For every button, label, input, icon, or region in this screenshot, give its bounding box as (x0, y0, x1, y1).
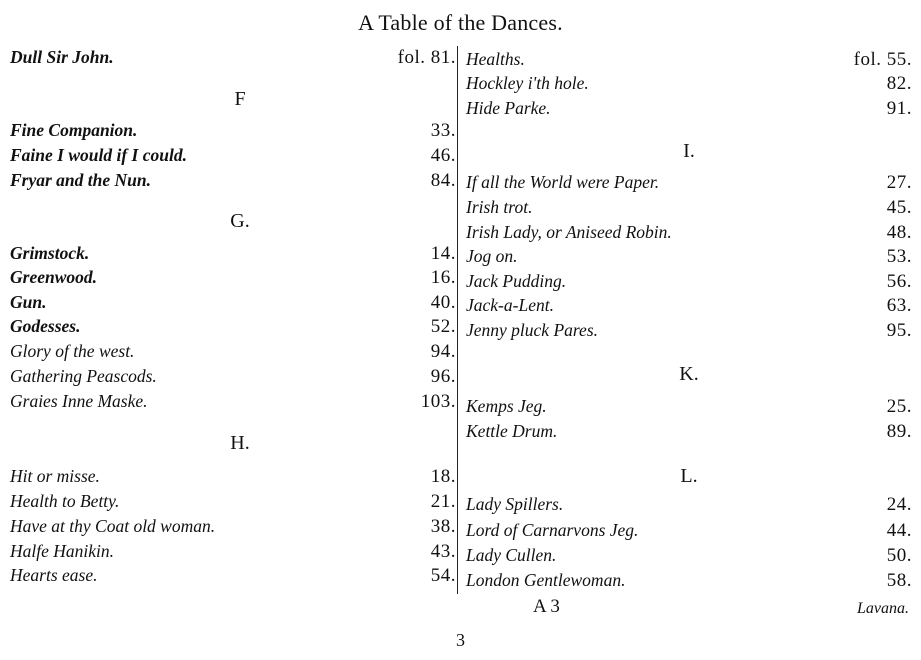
table-entry (10, 145, 456, 167)
folio-number: 52. (430, 316, 456, 337)
folio-number: 91. (886, 98, 912, 119)
table-entry (466, 246, 912, 268)
signature-mark: A 3 (533, 596, 560, 617)
table-entry (10, 120, 456, 142)
dance-name: Healths. (466, 49, 525, 69)
folio-number: 14. (430, 243, 456, 264)
table-entry (466, 545, 912, 567)
dance-name: Halfe Hanikin. (10, 541, 115, 561)
table-entry (10, 391, 456, 413)
folio-number: 38. (430, 516, 456, 537)
folio-number: 50. (886, 545, 912, 566)
dance-name: Fine Companion. (10, 120, 138, 140)
dance-name: Jog on. (466, 246, 518, 266)
dance-name: Have at thy Coat old woman. (10, 516, 216, 536)
dance-name: Jenny pluck Pares. (466, 320, 599, 340)
dance-name: Kettle Drum. (466, 421, 558, 441)
dance-name: Jack-a-Lent. (466, 295, 554, 315)
table-entry (466, 295, 912, 317)
folio-number: 25. (886, 396, 912, 417)
folio-number: 63. (886, 295, 912, 316)
folio-number: 53. (886, 246, 912, 267)
section-heading-g: G. (230, 210, 250, 232)
table-entry (466, 396, 912, 418)
dance-name: Hearts ease. (10, 565, 98, 585)
table-entry (10, 491, 456, 513)
dance-name: Lady Cullen. (466, 545, 557, 565)
table-entry (10, 292, 456, 314)
table-entry (10, 565, 456, 587)
folio-number: 95. (886, 320, 912, 341)
dance-name: Lord of Carnarvons Jeg. (466, 520, 639, 540)
folio-number: 96. (430, 366, 456, 387)
dance-name: Faine I would if I could. (10, 145, 187, 165)
table-entry (10, 170, 456, 192)
table-entry (466, 494, 912, 516)
dance-name: Jack Pudding. (466, 271, 567, 291)
dance-name: Glory of the west. (10, 341, 135, 361)
dance-name: Dull Sir John. (10, 47, 114, 67)
table-entry (10, 541, 456, 563)
table-entry (10, 316, 456, 338)
table-entry (10, 366, 456, 388)
dance-name: Hockley i'th hole. (466, 73, 589, 93)
table-entry (10, 267, 456, 289)
table-entry (466, 49, 912, 71)
section-heading-l: L. (680, 465, 698, 487)
folio-number: 40. (430, 292, 456, 313)
folio-number: 44. (886, 520, 912, 541)
folio-number: 21. (430, 491, 456, 512)
folio-number: 48. (886, 222, 912, 243)
dance-name: Godesses. (10, 316, 81, 336)
dance-name: Lady Spillers. (466, 494, 564, 514)
dance-name: Gathering Peascods. (10, 366, 157, 386)
table-entry (466, 320, 912, 342)
dance-name: Irish trot. (466, 197, 533, 217)
table-entry (10, 243, 456, 265)
folio-number: 82. (886, 73, 912, 94)
dance-name: Graies Inne Maske. (10, 391, 148, 411)
folio-number: 46. (430, 145, 456, 166)
folio-number: 84. (430, 170, 456, 191)
page-number: 3 (456, 630, 465, 650)
folio-number: 94. (430, 341, 456, 362)
folio-number: 58. (886, 570, 912, 591)
table-entry (466, 73, 912, 95)
page-title: A Table of the Dances. (358, 10, 563, 35)
folio-number: 43. (430, 541, 456, 562)
dance-name: Kemps Jeg. (466, 396, 547, 416)
table-entry (466, 172, 912, 194)
table-entry (466, 520, 912, 542)
folio-number: 56. (886, 271, 912, 292)
table-entry (10, 47, 456, 69)
folio-number: 16. (430, 267, 456, 288)
folio-number: 45. (886, 197, 912, 218)
dance-name: Health to Betty. (10, 491, 120, 511)
folio-number: 54. (430, 565, 456, 586)
folio-number: 18. (430, 466, 456, 487)
section-heading-k: K. (679, 363, 699, 385)
folio-number: 89. (886, 421, 912, 442)
section-heading-i: I. (683, 140, 695, 162)
folio-number: fol. 81. (397, 47, 456, 68)
folio-number: 24. (886, 494, 912, 515)
table-entry (10, 341, 456, 363)
table-entry (466, 421, 912, 443)
table-entry (466, 197, 912, 219)
dance-name: Greenwood. (10, 267, 98, 287)
table-entry (10, 466, 456, 488)
dance-name: If all the World were Paper. (466, 172, 660, 192)
dance-name: Gun. (10, 292, 47, 312)
dance-name: Hit or misse. (10, 466, 100, 486)
dance-name: Hide Parke. (466, 98, 551, 118)
folio-number: 103. (420, 391, 456, 412)
table-entry (466, 271, 912, 293)
column-divider (457, 46, 458, 594)
section-heading-f: F (234, 88, 246, 110)
folio-number: 27. (886, 172, 912, 193)
table-entry (10, 516, 456, 538)
folio-number: fol. 55. (853, 49, 912, 70)
catchword: Lavana. (857, 600, 909, 617)
section-heading-h: H. (230, 432, 250, 454)
table-entry (466, 98, 912, 120)
dance-name: London Gentlewoman. (466, 570, 626, 590)
dance-name: Fryar and the Nun. (10, 170, 152, 190)
folio-number: 33. (430, 120, 456, 141)
table-entry (466, 570, 912, 592)
dance-name: Irish Lady, or Aniseed Robin. (466, 222, 672, 242)
table-entry (466, 222, 912, 244)
dance-name: Grimstock. (10, 243, 90, 263)
